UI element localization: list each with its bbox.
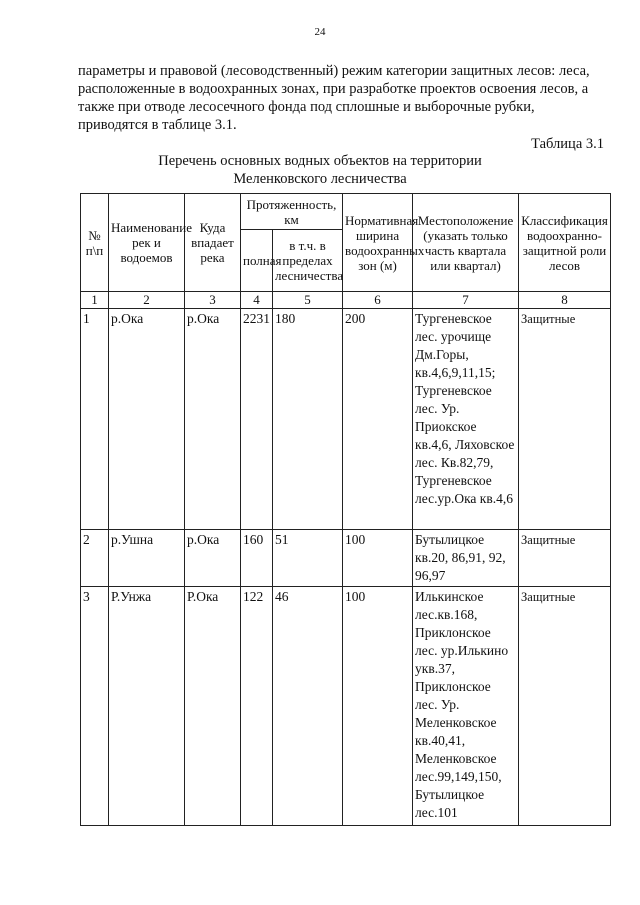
header-location: Местоположение (указать только часть квартала или квартал) <box>413 194 519 292</box>
column-number: 4 <box>241 292 273 309</box>
table-row <box>81 530 611 587</box>
table-title-line: Меленковского лесничества <box>233 171 407 187</box>
table-row <box>81 587 611 826</box>
header-classification: Классификация водоохранно-защитной роли лесов <box>519 194 611 292</box>
row-length-total: 122 <box>241 587 273 826</box>
row-location: Тургеневское лес. урочище Дм.Горы, кв.4,6,9,11,15; Тургеневское лес. Ур. Приокское кв.4,6, Ляховское лес. Кв.82,79, Тургеневское лес.ур.Ока кв.4,6 <box>413 309 519 530</box>
column-number: 6 <box>343 292 413 309</box>
row-classification: Защитные <box>519 587 611 826</box>
table-row <box>81 309 611 530</box>
row-classification: Защитные <box>519 530 611 587</box>
row-mouth: р.Ока <box>185 309 241 530</box>
row-length-forestry: 180 <box>273 309 343 530</box>
row-name: р.Ока <box>109 309 185 530</box>
row-length-total: 160 <box>241 530 273 587</box>
table-title <box>0 152 640 188</box>
column-number: 8 <box>519 292 611 309</box>
column-number: 1 <box>81 292 109 309</box>
row-location: Илькинское лес.кв.168, Приклонское лес. ур.Илькино укв.37, Приклонское лес. Ур. Меленковское кв.40,41, Меленковское лес.99,149,150, Бутылицкое лес.101 <box>413 587 519 826</box>
header-length-total: полная <box>241 230 273 292</box>
header-mouth: Куда впадает река <box>185 194 241 292</box>
intro-line: расположенные в водоохранных зонах, при разработке проектов освоения лесов, а <box>78 81 589 97</box>
row-length-total: 2231 <box>241 309 273 530</box>
column-number: 3 <box>185 292 241 309</box>
row-num: 3 <box>81 587 109 826</box>
table-label: Таблица 3.1 <box>531 136 604 152</box>
intro-line: параметры и правовой (лесоводственный) режим категории защитных лесов: леса, <box>78 63 590 79</box>
header-num: № п\п <box>81 194 109 292</box>
row-length-forestry: 46 <box>273 587 343 826</box>
row-name: Р.Унжа <box>109 587 185 826</box>
row-mouth: Р.Ока <box>185 587 241 826</box>
header-length-forestry: в т.ч. в пределах лесничества <box>273 230 343 292</box>
row-length-forestry: 51 <box>273 530 343 587</box>
column-number: 2 <box>109 292 185 309</box>
column-number: 7 <box>413 292 519 309</box>
row-mouth: р.Ока <box>185 530 241 587</box>
row-location: Бутылицкое кв.20, 86,91, 92, 96,97 <box>413 530 519 587</box>
intro-line: приводятся в таблице 3.1. <box>78 117 237 133</box>
header-name: Наименование рек и водоемов <box>109 194 185 292</box>
row-zone-width: 100 <box>343 530 413 587</box>
row-zone-width: 100 <box>343 587 413 826</box>
table-title-line: Перечень основных водных объектов на территории <box>158 153 482 169</box>
intro-line: также при отводе лесосечного фонда под сплошные и выборочные рубки, <box>78 99 535 115</box>
row-zone-width: 200 <box>343 309 413 530</box>
column-number: 5 <box>273 292 343 309</box>
intro-paragraph <box>78 62 604 134</box>
water-objects-table <box>80 193 611 826</box>
page-number: 24 <box>314 26 326 38</box>
row-name: р.Ушна <box>109 530 185 587</box>
column-number-row <box>81 292 611 309</box>
row-num: 1 <box>81 309 109 530</box>
row-num: 2 <box>81 530 109 587</box>
row-classification: Защитные <box>519 309 611 530</box>
header-length-group: Протяженность, км <box>241 194 343 230</box>
header-zone-width: Нормативная ширина водоохранных зон (м) <box>343 194 413 292</box>
